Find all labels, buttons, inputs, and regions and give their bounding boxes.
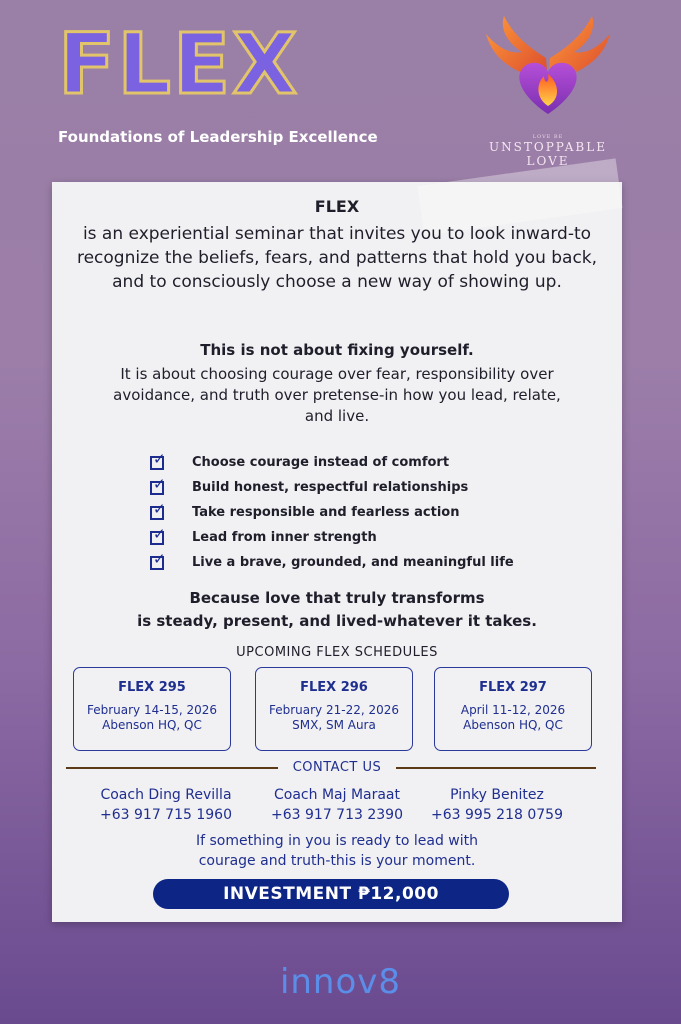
checklist-item-label: Choose courage instead of comfort — [192, 455, 450, 470]
about-text: It is about choosing courage over fear, responsibility over avoidance, and truth over pretense-in how you lead, relate, and live. — [113, 365, 561, 425]
checkbox-icon: ✓ — [150, 456, 164, 470]
checklist-item — [150, 450, 570, 475]
benefits-checklist — [150, 450, 570, 575]
contact-pinky-benitez — [407, 785, 587, 825]
innov8-logo: innov8 — [279, 962, 402, 1002]
divider-right — [396, 767, 596, 769]
phoenix-heart-icon — [478, 14, 618, 122]
schedule-date: February 21-22, 2026 — [268, 703, 400, 717]
schedule-title: FLEX 295 — [118, 680, 186, 695]
schedule-venue: Abenson HQ, QC — [463, 718, 563, 732]
checkbox-icon: ✓ — [150, 506, 164, 520]
because-line-2: is steady, present, and lived-whatever it takes. — [137, 612, 537, 630]
brand-line-2: LOVE — [526, 154, 570, 169]
schedule-venue: SMX, SM Aura — [292, 718, 376, 732]
checkbox-icon: ✓ — [150, 556, 164, 570]
divider-left — [66, 767, 278, 769]
schedule-card-295 — [73, 667, 231, 751]
because-line-1: Because love that truly transforms — [189, 589, 485, 607]
checklist-item-label: Lead from inner strength — [192, 530, 377, 545]
tagline: Foundations of Leadership Excellence — [58, 128, 378, 146]
contact-phone[interactable]: +63 995 218 0759 — [431, 807, 563, 823]
closing-text — [52, 831, 622, 871]
schedules-heading: UPCOMING FLEX SCHEDULES — [236, 645, 438, 660]
checkbox-icon: ✓ — [150, 481, 164, 495]
contact-phone[interactable]: +63 917 713 2390 — [271, 807, 403, 823]
checklist-item-label: Take responsible and fearless action — [192, 505, 460, 520]
investment-badge: INVESTMENT ₱12,000 — [153, 879, 509, 909]
intro-title: FLEX — [314, 197, 360, 216]
intro-text: is an experiential seminar that invites you to look inward-to recognize the beliefs, fears, and patterns that hold you back, and to consciously choose a new way of showing up. — [76, 224, 598, 292]
contact-heading: CONTACT US — [292, 760, 382, 775]
closing-line-2: courage and truth-this is your moment. — [198, 853, 476, 869]
checklist-item — [150, 475, 570, 500]
contact-ding-revilla — [76, 785, 256, 825]
schedule-card-297 — [434, 667, 592, 751]
schedule-card-296 — [255, 667, 413, 751]
checklist-item-label: Live a brave, grounded, and meaningful life — [192, 555, 514, 570]
checklist-item — [150, 525, 570, 550]
because-statement — [52, 587, 622, 633]
brand-small-text: LOVE BE — [532, 134, 564, 140]
schedule-title: FLEX 297 — [479, 680, 547, 695]
contact-name: Coach Maj Maraat — [274, 787, 400, 803]
schedule-date: April 11-12, 2026 — [460, 703, 566, 717]
brand-line-1: UNSTOPPABLE — [489, 140, 607, 154]
about-heading: This is not about fixing yourself. — [200, 341, 474, 359]
schedule-date: February 14-15, 2026 — [86, 703, 218, 717]
schedule-title: FLEX 296 — [300, 680, 368, 695]
checklist-item-label: Build honest, respectful relationships — [192, 480, 469, 495]
contact-name: Pinky Benitez — [450, 787, 544, 803]
closing-line-1: If something in you is ready to lead with — [196, 833, 478, 849]
flex-logo: FLEX — [58, 15, 300, 113]
checklist-item — [150, 500, 570, 525]
checkbox-icon: ✓ — [150, 531, 164, 545]
schedule-venue: Abenson HQ, QC — [102, 718, 202, 732]
contact-maj-maraat — [247, 785, 427, 825]
contact-phone[interactable]: +63 917 715 1960 — [100, 807, 232, 823]
checklist-item — [150, 550, 570, 575]
contact-name: Coach Ding Revilla — [100, 787, 232, 803]
